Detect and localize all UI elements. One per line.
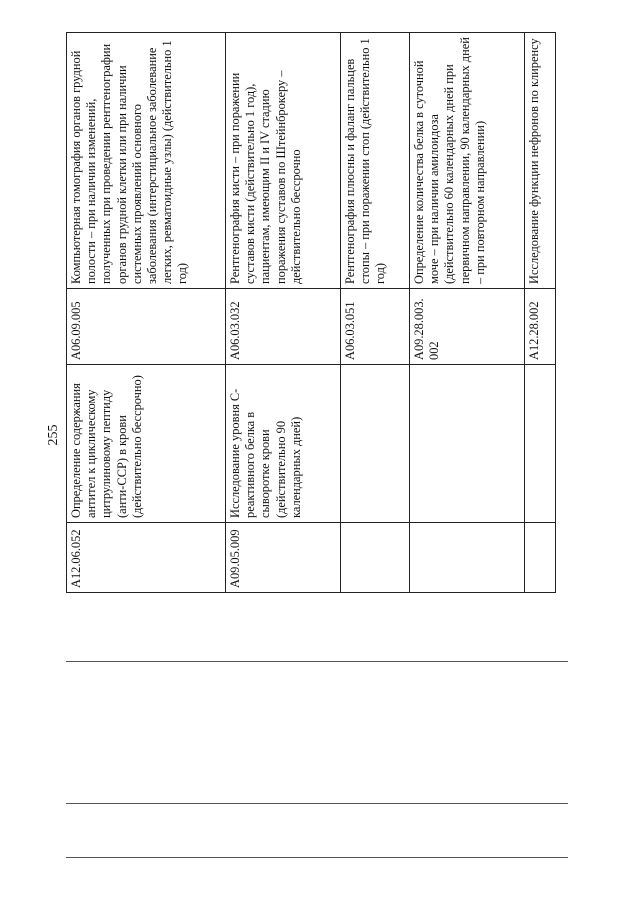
cell-exam-code: A06.03.051	[341, 289, 410, 365]
cell-exam-code: A09.28.003.002	[410, 289, 525, 365]
cell-exam: Рентгенография плюсны и фаланг пальцев стопы – при поражении стоп (действительно 1 год)	[341, 33, 410, 289]
cell-exam: Компьютерная томография органов грудной полости – при наличии изменений, полученных при проведении рентгенографии органов грудной клетки или при наличии системных проявлений основного заболевания (интерстициальное заболевание легких, ревматоидные узлы) (действительно 1 год)	[67, 33, 226, 289]
separator-line	[66, 857, 568, 858]
cell-test	[410, 365, 525, 523]
cell-test	[341, 365, 410, 523]
table-row	[226, 33, 341, 593]
cell-test: Исследование уровня С-реактивного белка в сыворотке крови (действительно 90 календарных дней)	[226, 365, 341, 523]
separator-line	[66, 661, 568, 662]
cell-code: A12.06.052	[67, 523, 226, 593]
table-row	[67, 33, 226, 593]
table-row	[525, 33, 556, 593]
requirements-table	[66, 32, 556, 593]
cell-test: Определение содержания антител к циклическому цитрулиновому пептиду (анти-CCP) в крови (действительно бессрочно)	[67, 365, 226, 523]
cell-test	[525, 365, 556, 523]
cell-code	[341, 523, 410, 593]
cell-code	[525, 523, 556, 593]
cell-code: A09.05.009	[226, 523, 341, 593]
separator-line	[66, 803, 568, 804]
cell-exam: Исследование функции нефронов по клиренсу	[525, 33, 556, 289]
cell-exam: Рентгенография кисти – при поражении суставов кисти (действительно 1 год), пациентам, имеющим II и IV стадию поражения суставов по Штейнброкеру – действительно бессрочно	[226, 33, 341, 289]
cell-exam-code: A12.28.002	[525, 289, 556, 365]
table-row	[410, 33, 525, 593]
rotated-table-container	[66, 33, 566, 593]
cell-exam-code: A06.03.032	[226, 289, 341, 365]
page-number: 255	[46, 424, 61, 446]
table-row	[341, 33, 410, 593]
cell-exam: Определение количества белка в суточной моче – при наличии амилоидоза (действительно 60 календарных дней при первичном направлении, 90 календарных дней – при повторном направлении)	[410, 33, 525, 289]
cell-exam-code: A06.09.005	[67, 289, 226, 365]
cell-code	[410, 523, 525, 593]
